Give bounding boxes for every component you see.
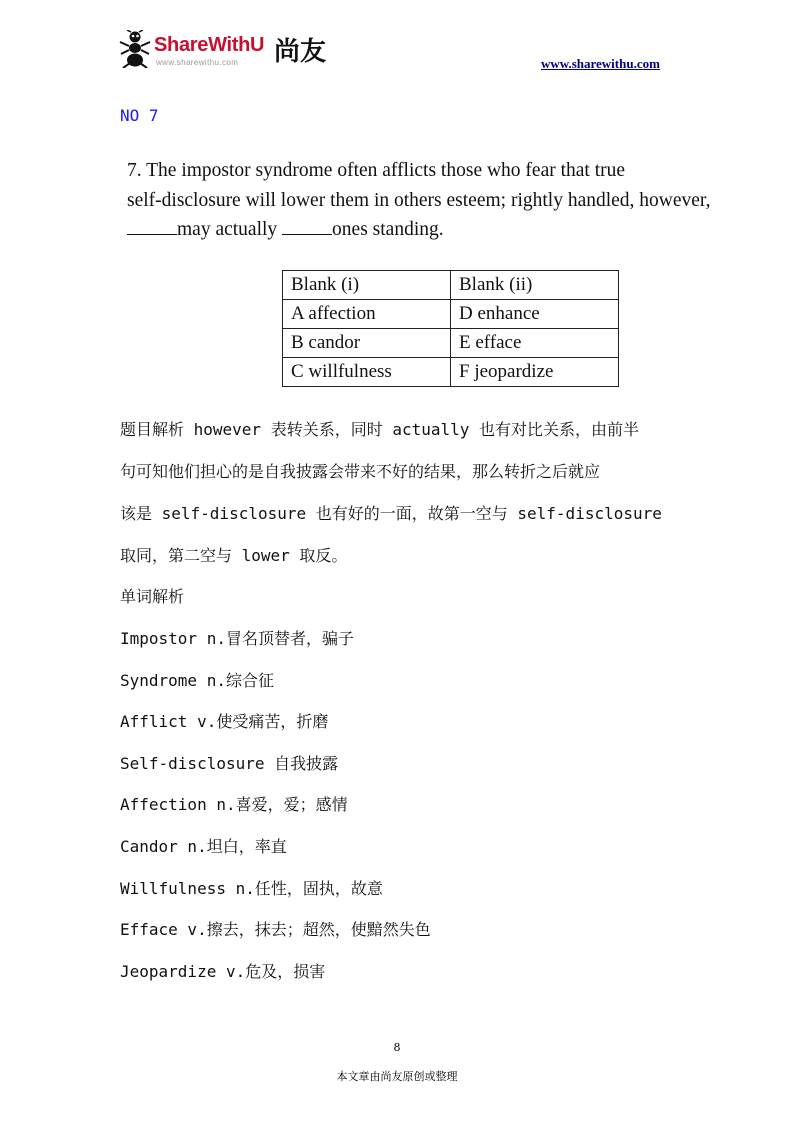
question-line-3-part-b: ones standing. bbox=[332, 219, 444, 240]
option-f: F jeopardize bbox=[451, 358, 619, 387]
option-c: C willfulness bbox=[283, 358, 451, 387]
options-row bbox=[283, 300, 619, 329]
ant-mascot-icon bbox=[118, 30, 152, 68]
question-line-3-part-a: may actually bbox=[177, 219, 283, 240]
vocab-title: 单词解析 bbox=[120, 587, 185, 606]
logo-subtitle: www.sharewithu.com bbox=[156, 58, 239, 67]
question-line-3 bbox=[127, 215, 760, 245]
option-e: E efface bbox=[451, 329, 619, 358]
logo-brand-text: ShareWithU bbox=[154, 34, 265, 56]
options-table bbox=[282, 270, 619, 387]
vocab-item: Willfulness n.任性，固执，故意 bbox=[120, 879, 383, 898]
question-text bbox=[127, 156, 760, 245]
vocab-item: Syndrome n.综合征 bbox=[120, 671, 274, 690]
vocab-item: Affection n.喜爱，爱；感情 bbox=[120, 795, 348, 814]
site-link[interactable]: www.sharewithu.com bbox=[541, 56, 660, 71]
question-line-1: 7. The impostor syndrome often afflicts those who fear that true bbox=[127, 160, 626, 181]
vocab-item: Impostor n.冒名顶替者，骗子 bbox=[120, 629, 354, 648]
analysis-line-1: 题目解析 however 表转关系，同时 actually 也有对比关系，由前半 bbox=[120, 420, 640, 439]
site-logo bbox=[118, 28, 338, 70]
vocab-item: Candor n.坦白，率直 bbox=[120, 837, 287, 856]
options-row bbox=[283, 358, 619, 387]
blank-i bbox=[127, 216, 177, 235]
options-row bbox=[283, 329, 619, 358]
blank-ii bbox=[282, 216, 332, 235]
analysis-line-4: 取同，第二空与 lower 取反。 bbox=[120, 546, 348, 565]
analysis-line-2: 句可知他们担心的是自我披露会带来不好的结果，那么转折之后就应 bbox=[120, 462, 601, 481]
vocab-item: Jeopardize v.危及，损害 bbox=[120, 962, 326, 981]
header-blank-ii: Blank (ii) bbox=[451, 271, 619, 300]
option-b: B candor bbox=[283, 329, 451, 358]
question-line-2: self-disclosure will lower them in others esteem; rightly handled, however, bbox=[127, 189, 711, 211]
logo-chinese-text: 尚友 bbox=[274, 37, 327, 67]
options-header-row bbox=[283, 271, 619, 300]
vocab-item: Afflict v.使受痛苦，折磨 bbox=[120, 712, 329, 731]
analysis-line-3: 该是 self-disclosure 也有好的一面，故第一空与 self-disclosure bbox=[120, 504, 662, 523]
vocab-item: Efface v.擦去，抹去；超然，使黯然失色 bbox=[120, 920, 431, 939]
question-number: NO 7 bbox=[120, 106, 159, 125]
option-a: A affection bbox=[283, 300, 451, 329]
header-blank-i: Blank (i) bbox=[283, 271, 451, 300]
footer-note: 本文章由尚友原创或整理 bbox=[336, 1070, 458, 1083]
page-number: 8 bbox=[393, 1041, 401, 1054]
vocab-item: Self-disclosure 自我披露 bbox=[120, 754, 339, 773]
option-d: D enhance bbox=[451, 300, 619, 329]
